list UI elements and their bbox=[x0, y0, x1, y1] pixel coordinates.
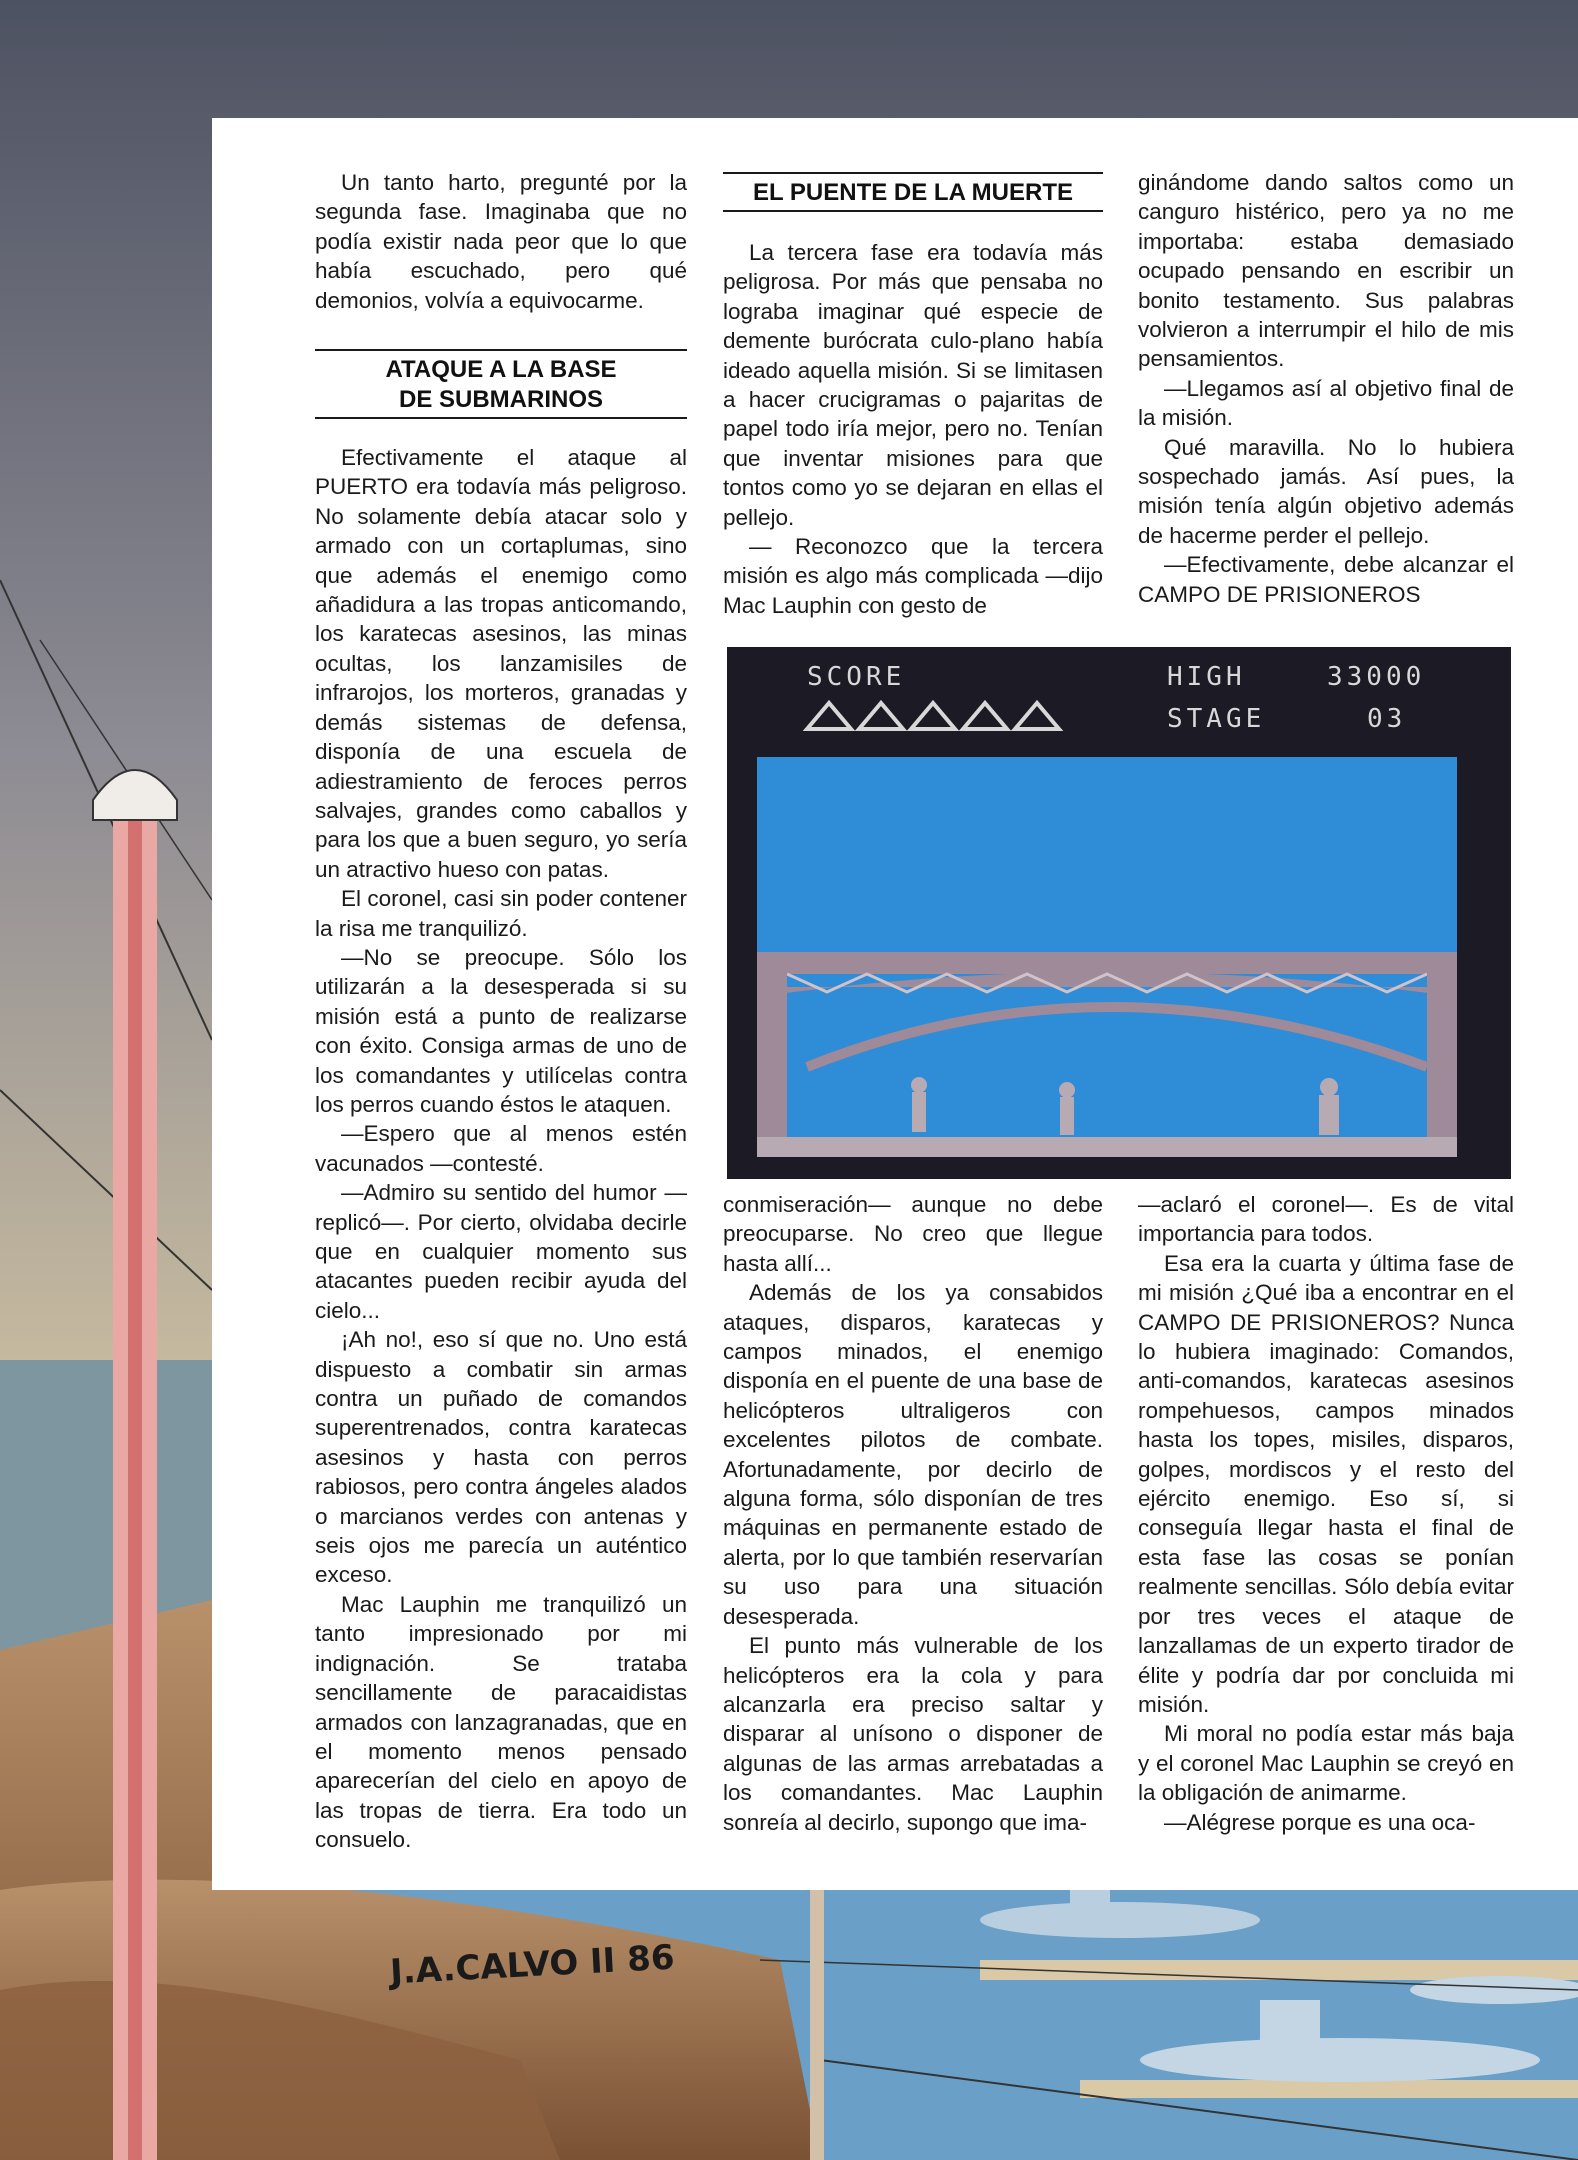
high-value: 33000 bbox=[1327, 662, 1426, 692]
column-3-bottom bbox=[1138, 1190, 1514, 1837]
paragraph-intro: Un tanto harto, pregunté por la segunda fase. Imaginaba que no podía existir nada peor que lo que había escuchado, pero qué demonios, volvía a equivocarme. bbox=[315, 170, 687, 313]
soldier-1 bbox=[912, 1092, 926, 1132]
heading-line-1: ATAQUE A LA BASE bbox=[385, 356, 617, 384]
paragraph: —aclaró el coronel—. Es de vital importancia para todos. bbox=[1138, 1192, 1514, 1247]
paragraph: Efectivamente el ataque al PUERTO era todavía más peligroso. No solamente debía atacar solo y armado con un cortaplumas, sino que además el enemigo como añadidura a las tropas anticomando, los karatecas asesinos, las minas ocultas, los lanzamisiles de infrarojos, los morteros, granadas y demás sistemas de defensa, disponía de una escuela de adiestramiento de feroces perros salvajes, grandes como caballos y para los que a buen seguro, yo sería un atractivo hueso con patas. bbox=[315, 445, 687, 882]
column-2-top bbox=[723, 168, 1103, 620]
paragraph: —Espero que al menos estén vacunados —contesté. bbox=[315, 1121, 687, 1176]
paragraph: Mi moral no podía estar más baja y el coronel Mac Lauphin se creyó en la obligación de animarme. bbox=[1138, 1721, 1514, 1806]
paragraph: El punto más vulnerable de los helicópteros era la cola y para alcanzarla era preciso saltar y disparar al unísono o disponer de algunas de las armas arrebatadas a los comandantes. Mac Lauphin sonreía al decirlo, supongo que ima- bbox=[723, 1633, 1103, 1835]
submarine-2 bbox=[1140, 2038, 1540, 2082]
column-1 bbox=[315, 168, 687, 1855]
paragraph: —Llegamos así al objetivo final de la misión. bbox=[1138, 375, 1514, 431]
paragraph: —Alégrese porque es una oca- bbox=[1164, 1809, 1476, 1835]
paragraph: Además de los ya consabidos ataques, disparos, karatecas y campos minados, el enemigo disponía en el puente de una base de helicópteros ultraligeros con excelentes pilotos de combate. Afortunadamente, por decirlo de alguna forma, sólo disponían de tres máquinas en permanente estado de alerta, por lo que también reservarían su uso para una situación desesperada. bbox=[723, 1280, 1103, 1629]
paragraph: —Admiro su sentido del humor —replicó—. Por cierto, olvidaba decirle que en cualquier momento sus atacantes pueden recibir ayuda del cielo... bbox=[315, 1180, 687, 1323]
stage-value: 03 bbox=[1367, 704, 1407, 734]
paragraph: Qué maravilla. No lo hubiera sospechado jamás. Así pues, la misión tenía algún objetivo además de hacerme perder el pellejo. bbox=[1138, 434, 1514, 548]
paragraph: —No se preocupe. Sólo los utilizarán a la desesperada si su misión está a punto de realizarse con éxito. Consiga armas de uno de los comandantes y utilícelas contra los perros cuando éstos le ataquen. bbox=[315, 944, 687, 1117]
paragraph: El coronel, casi sin poder contener la risa me tranquilizó. bbox=[315, 886, 687, 941]
paragraph: — Reconozco que la tercera misión es algo más complicada —dijo Mac Lauphin con gesto de bbox=[723, 534, 1103, 618]
stage-label: STAGE bbox=[1167, 704, 1266, 734]
paragraph: ginándome dando saltos como un canguro histérico, pero ya no me importaba: estaba demasiado ocupado pensando en escribir un bonito testamento. Sus palabras volvieron a interrumpir el hilo de mis pensamientos. bbox=[1138, 170, 1514, 372]
heading-line-2: DE SUBMARINOS bbox=[398, 386, 603, 414]
game-screenshot bbox=[727, 647, 1511, 1179]
submarine-1 bbox=[980, 1902, 1260, 1938]
paragraph: Mac Lauphin me tranquilizó un tanto impresionado por mi indignación. Se trataba sencillamente de paracaidistas armados con lanzagranadas, que en el momento menos pensado aparecerían del cielo en apoyo de las tropas de tierra. Era todo un consuelo. bbox=[315, 1591, 687, 1853]
paragraph: La tercera fase era todavía más peligrosa. Por más que pensaba no lograba imaginar qué especie de demente burócrata culo-plano había ideado aquella misión. Si se limitasen a hacer crucigramas o pajaritas de papel todo iría mejor, pero no. Tenían que inventar misiones para que tontos como yo se dejaran en ellas el pellejo. bbox=[723, 240, 1103, 530]
paragraph: —Efectivamente, debe alcanzar el CAMPO DE PRISIONEROS bbox=[1138, 552, 1514, 607]
paragraph: conmiseración— aunque no debe preocuparse. No creo que llegue hasta allí... bbox=[723, 1192, 1103, 1276]
artist-signature: J.A.CALVO II 86 bbox=[389, 1937, 676, 1993]
paragraph: Esa era la cuarta y última fase de mi misión ¿Qué iba a encontrar en el CAMPO DE PRISIONEROS? Nunca lo hubiera imaginado: Comandos, anti-comandos, karatecas asesinos rompehuesos, campos minados hasta los topes, misiles, disparos, golpes, mordiscos y el resto del ejército enemigo. Eso sí, si conseguía llegar hasta el final de esta fase las cosas se ponían realmente sencillas. Sólo debía evitar por tres veces el ataque de lanzallamas de un experto tirador de élite y podría dar por concluida mi misión. bbox=[1138, 1250, 1514, 1717]
score-label: SCORE bbox=[807, 662, 906, 692]
player-commando bbox=[1319, 1095, 1339, 1135]
paragraph: ¡Ah no!, eso sí que no. Uno está dispuesto a combatir sin armas contra un puñado de comandos superentrenados, contra karatecas asesinos y hasta con perros rabiosos, pero contra ángeles alados o marcianos verdes con antenas y seis ojos me parecía un auténtico exceso. bbox=[315, 1327, 687, 1588]
heading-submarine-base bbox=[315, 349, 687, 419]
heading-death-bridge: EL PUENTE DE LA MUERTE bbox=[723, 172, 1103, 212]
soldier-2 bbox=[1060, 1097, 1074, 1135]
high-label: HIGH bbox=[1167, 662, 1246, 692]
column-3-top bbox=[1138, 168, 1514, 609]
column-2-bottom bbox=[723, 1190, 1103, 1837]
